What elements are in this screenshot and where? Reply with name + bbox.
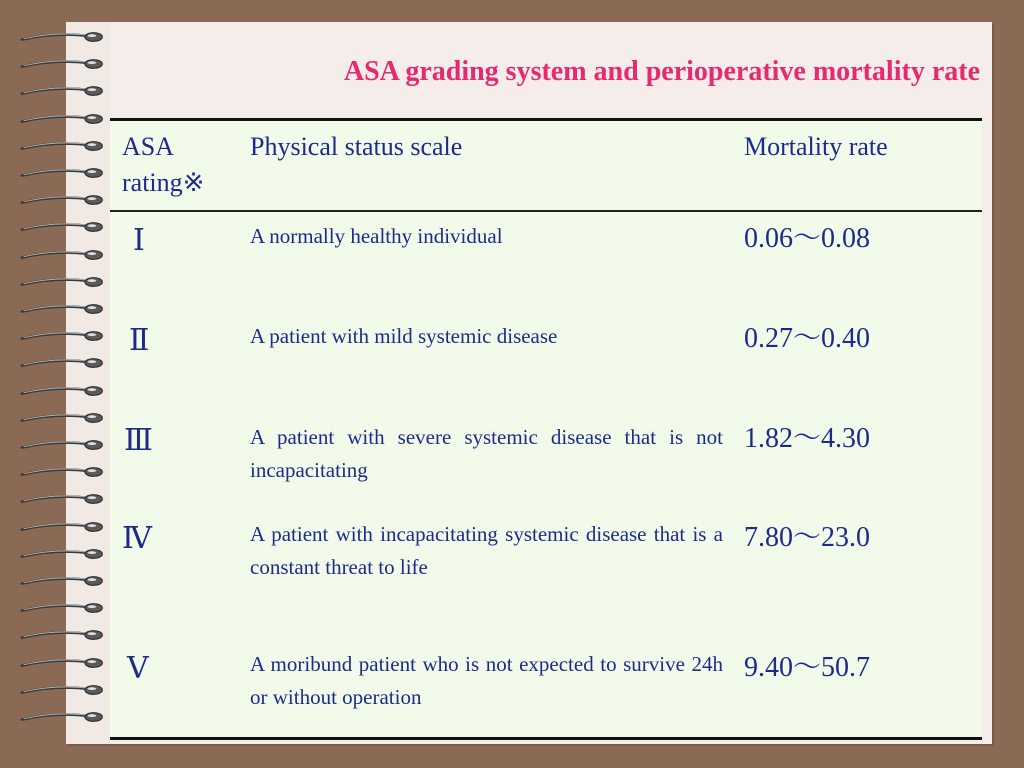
spiral-ring-icon	[14, 656, 112, 670]
table-bottom-rule	[110, 737, 982, 740]
spiral-ring-icon	[14, 112, 112, 126]
row-3-description: A patient with severe systemic disease that is not incapacitating	[250, 425, 723, 482]
spiral-ring-icon	[14, 628, 112, 642]
row-3-mortality: 1.82～4.30	[744, 423, 871, 454]
row-1-description: A normally healthy individual	[250, 224, 503, 248]
row-4-mortality: 7.80～23.0	[744, 522, 871, 553]
row-2-description: A patient with mild systemic disease	[250, 324, 558, 348]
spiral-ring-icon	[14, 220, 112, 234]
spiral-ring-icon	[14, 356, 112, 370]
spiral-ring-icon	[14, 30, 112, 44]
spiral-ring-icon	[14, 166, 112, 180]
spiral-ring-icon	[14, 248, 112, 262]
table-header-rule	[110, 210, 982, 212]
row-1-rating: Ⅰ	[133, 224, 145, 257]
spiral-ring-icon	[14, 302, 112, 316]
spiral-ring-icon	[14, 411, 112, 425]
header-asa-rating: ASA rating※	[122, 132, 205, 197]
header-physical-status: Physical status scale	[250, 132, 463, 161]
row-5-rating: Ⅴ	[127, 652, 149, 685]
table-top-rule	[110, 118, 982, 121]
spiral-ring-icon	[14, 465, 112, 479]
spiral-ring-icon	[14, 329, 112, 343]
row-4-rating: Ⅳ	[122, 522, 152, 555]
slide-title: ASA grading system and perioperative mortality rate	[343, 56, 980, 87]
row-1-mortality: 0.06～0.08	[744, 223, 871, 254]
spiral-ring-icon	[14, 275, 112, 289]
spiral-ring-icon	[14, 547, 112, 561]
row-4-description: A patient with incapacitating systemic disease that is a constant threat to life	[250, 522, 723, 579]
row-3-rating: Ⅲ	[124, 424, 153, 457]
spiral-ring-icon	[14, 574, 112, 588]
spiral-ring-icon	[14, 193, 112, 207]
spiral-ring-icon	[14, 57, 112, 71]
row-5-description: A moribund patient who is not expected to survive 24h or without operation	[250, 652, 723, 709]
spiral-ring-icon	[14, 520, 112, 534]
spiral-ring-icon	[14, 601, 112, 615]
spiral-ring-icon	[14, 710, 112, 724]
spiral-ring-icon	[14, 683, 112, 697]
spiral-ring-icon	[14, 438, 112, 452]
spiral-ring-icon	[14, 492, 112, 506]
row-2-rating: Ⅱ	[129, 324, 150, 357]
spiral-ring-icon	[14, 84, 112, 98]
header-mortality-rate: Mortality rate	[744, 132, 888, 161]
spiral-ring-icon	[14, 384, 112, 398]
row-2-mortality: 0.27～0.40	[744, 323, 871, 354]
row-5-mortality: 9.40～50.7	[744, 652, 871, 683]
spiral-ring-icon	[14, 139, 112, 153]
